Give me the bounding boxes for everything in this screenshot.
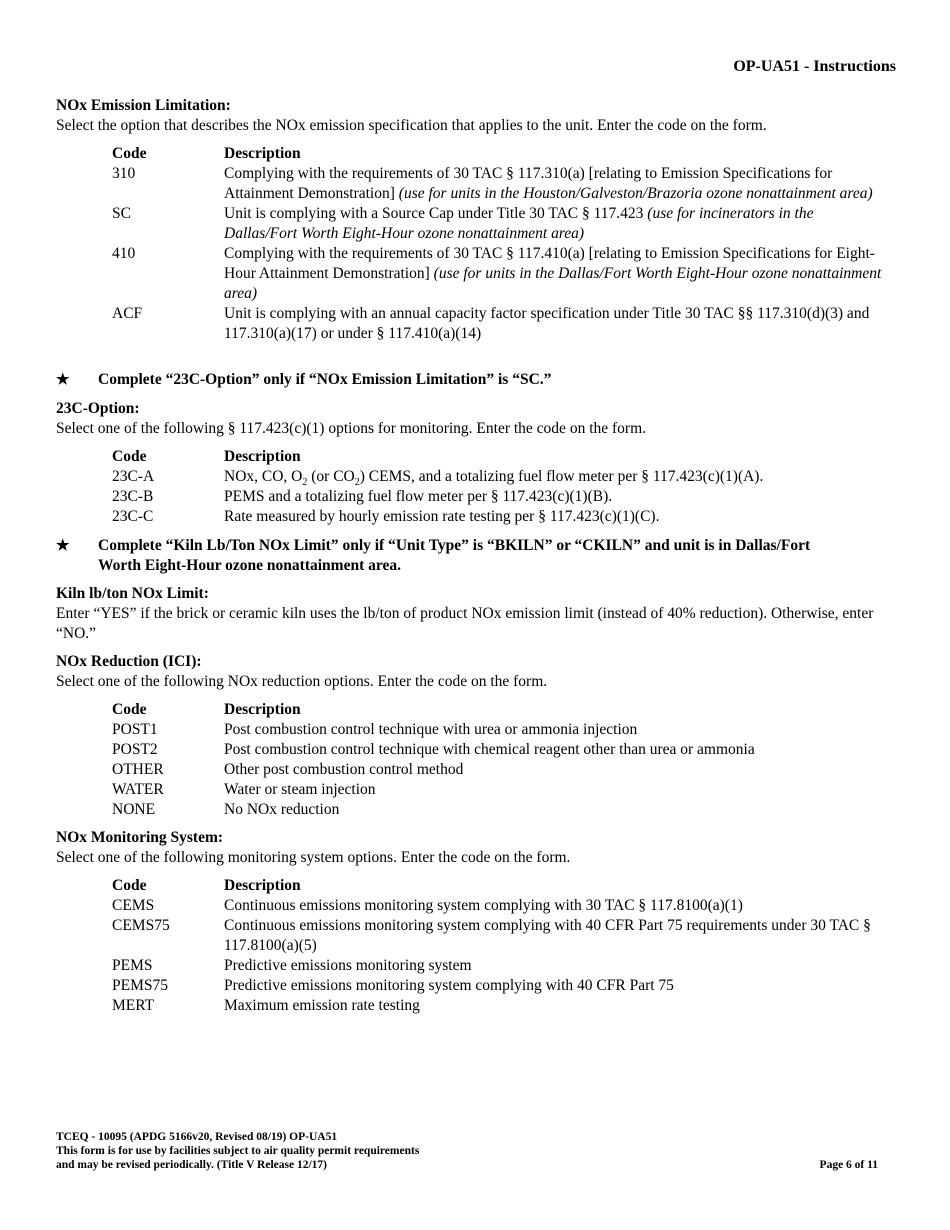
description-cell: No NOx reduction [224, 801, 340, 818]
code-cell: ACF [112, 305, 143, 322]
description-note: (use for units in the Houston/Galveston/Brazoria ozone nonattainment area) [398, 185, 873, 202]
description-text: Complying with the requirements of 30 TAC § 117.310(a) [relating to Emission Specifications for Attainment Demonstration] [224, 165, 833, 202]
description-cell: Continuous emissions monitoring system complying with 30 TAC § 117.8100(a)(1) [224, 897, 743, 914]
subscript: 2 [302, 477, 308, 489]
table-row [112, 896, 884, 916]
table-row [112, 204, 884, 244]
description-text: (or CO [307, 468, 355, 485]
table-row [112, 740, 884, 760]
description-cell [224, 304, 884, 344]
column-header-description: Description [224, 448, 301, 465]
table-row [112, 244, 884, 304]
table-row [112, 916, 884, 956]
footer-usage-note: This form is for use by facilities subject to air quality permit requirements [56, 1145, 420, 1157]
description-cell: Post combustion control technique with urea or ammonia injection [224, 721, 638, 738]
code-table [112, 876, 884, 1016]
table-row [112, 780, 884, 800]
table-row [112, 720, 884, 740]
description-cell [224, 204, 884, 244]
code-cell: 23C-B [112, 488, 154, 505]
code-cell: 410 [112, 245, 136, 262]
table-row [112, 304, 884, 344]
column-header-description: Description [224, 701, 301, 718]
code-cell: SC [112, 205, 131, 222]
table-row [112, 760, 884, 780]
description-note: (use for units in the Dallas/Fort Worth Eight-Hour ozone nonattainment area) [224, 265, 882, 302]
description-cell: Water or steam injection [224, 781, 376, 798]
code-cell: OTHER [112, 761, 164, 778]
note-text: Complete “23C-Option” only if “NOx Emission Limitation” is “SC.” [98, 371, 552, 388]
table-row [112, 467, 884, 487]
description-cell: Continuous emissions monitoring system complying with 40 CFR Part 75 requirements under 30 TAC § 117.8100(a)(5) [224, 917, 871, 954]
page-header-title: OP-UA51 - Instructions [733, 58, 896, 75]
description-cell: Predictive emissions monitoring system complying with 40 CFR Part 75 [224, 977, 674, 994]
star-icon: ★ [56, 372, 70, 388]
section-title: NOx Reduction (ICI): [56, 653, 202, 670]
note-text: Complete “Kiln Lb/Ton NOx Limit” only if “Unit Type” is “BKILN” or “CKILN” and unit is in Dallas/Fort Worth Eight-Hour ozone nonattainment area. [98, 537, 811, 574]
description-cell: Predictive emissions monitoring system [224, 957, 472, 974]
table-header-row [112, 144, 884, 164]
table-header-row [112, 876, 884, 896]
code-cell: NONE [112, 801, 156, 818]
code-cell: PEMS [112, 957, 153, 974]
code-cell: POST1 [112, 721, 158, 738]
section-intro: Select one of the following monitoring system options. Enter the code on the form. [56, 849, 571, 866]
code-cell: MERT [112, 997, 155, 1014]
code-cell: POST2 [112, 741, 158, 758]
description-text: Complying with the requirements of 30 TAC § 117.410(a) [relating to Emission Specifications for Eight-Hour Attainment Demonstration] [224, 245, 875, 282]
section-intro: Select one of the following § 117.423(c)(1) options for monitoring. Enter the code on the form. [56, 420, 647, 437]
table-row [112, 976, 884, 996]
code-cell: CEMS [112, 897, 155, 914]
code-table [112, 700, 884, 820]
description-cell: Rate measured by hourly emission rate testing per § 117.423(c)(1)(C). [224, 508, 660, 525]
code-cell: 310 [112, 165, 136, 182]
subscript: 2 [354, 477, 360, 489]
description-text: NOx, CO, O [224, 468, 303, 485]
footer-release-note: and may be revised periodically. (Title V Release 12/17) [56, 1159, 327, 1171]
description-cell: Post combustion control technique with chemical reagent other than urea or ammonia [224, 741, 755, 758]
table-row [112, 996, 884, 1016]
column-header-code: Code [112, 877, 147, 894]
code-table [112, 144, 884, 344]
table-row [112, 164, 884, 204]
description-cell [224, 467, 884, 487]
nox-emission-limitation-section [56, 96, 896, 344]
section-intro: Select the option that describes the NOx emission specification that applies to the unit. Enter the code on the form. [56, 117, 767, 134]
description-text: Unit is complying with a Source Cap under Title 30 TAC § 117.423 [224, 205, 648, 222]
nox-monitoring-section [56, 828, 896, 1016]
column-header-code: Code [112, 701, 147, 718]
description-cell: Maximum emission rate testing [224, 997, 420, 1014]
instruction-note-23c [56, 370, 896, 390]
description-cell [224, 164, 884, 204]
description-text: ) CEMS, and a totalizing fuel flow meter per § 117.423(c)(1)(A). [359, 468, 764, 485]
code-cell: 23C-C [112, 508, 154, 525]
code-cell: PEMS75 [112, 977, 168, 994]
section-title: NOx Monitoring System: [56, 829, 224, 846]
section-title: 23C-Option: [56, 400, 140, 417]
nox-reduction-section [56, 652, 896, 820]
code-cell: CEMS75 [112, 917, 170, 934]
table-header-row [112, 700, 884, 720]
section-title: NOx Emission Limitation: [56, 97, 231, 114]
code-cell: WATER [112, 781, 164, 798]
section-intro: Enter “YES” if the brick or ceramic kiln uses the lb/ton of product NOx emission limit (instead of 40% reduction). Otherwise, enter “NO.” [56, 605, 874, 642]
table-row [112, 487, 884, 507]
column-header-code: Code [112, 145, 147, 162]
description-cell: Other post combustion control method [224, 761, 464, 778]
page-number: Page 6 of 11 [819, 1159, 878, 1171]
code-cell: 23C-A [112, 468, 155, 485]
column-header-description: Description [224, 145, 301, 162]
section-title: Kiln lb/ton NOx Limit: [56, 585, 209, 602]
table-row [112, 800, 884, 820]
table-row [112, 507, 884, 527]
description-cell [224, 244, 884, 304]
instruction-note-kiln [56, 536, 896, 576]
star-icon: ★ [56, 538, 70, 554]
kiln-limit-section [56, 584, 896, 644]
23c-option-section [56, 399, 896, 527]
code-table [112, 447, 884, 527]
description-cell: PEMS and a totalizing fuel flow meter per § 117.423(c)(1)(B). [224, 488, 613, 505]
section-intro: Select one of the following NOx reduction options. Enter the code on the form. [56, 673, 548, 690]
table-header-row [112, 447, 884, 467]
footer-form-id: TCEQ - 10095 (APDG 5166v20, Revised 08/19) OP-UA51 [56, 1131, 338, 1143]
column-header-code: Code [112, 448, 147, 465]
description-note: (use for incinerators in the Dallas/Fort Worth Eight-Hour ozone nonattainment area) [224, 205, 814, 242]
column-header-description: Description [224, 877, 301, 894]
description-text: Unit is complying with an annual capacity factor specification under Title 30 TAC §§ 117.310(d)(3) and 117.310(a)(17) or under § 117.410(a)(14) [224, 305, 870, 342]
page-footer [56, 1130, 878, 1172]
table-row [112, 956, 884, 976]
